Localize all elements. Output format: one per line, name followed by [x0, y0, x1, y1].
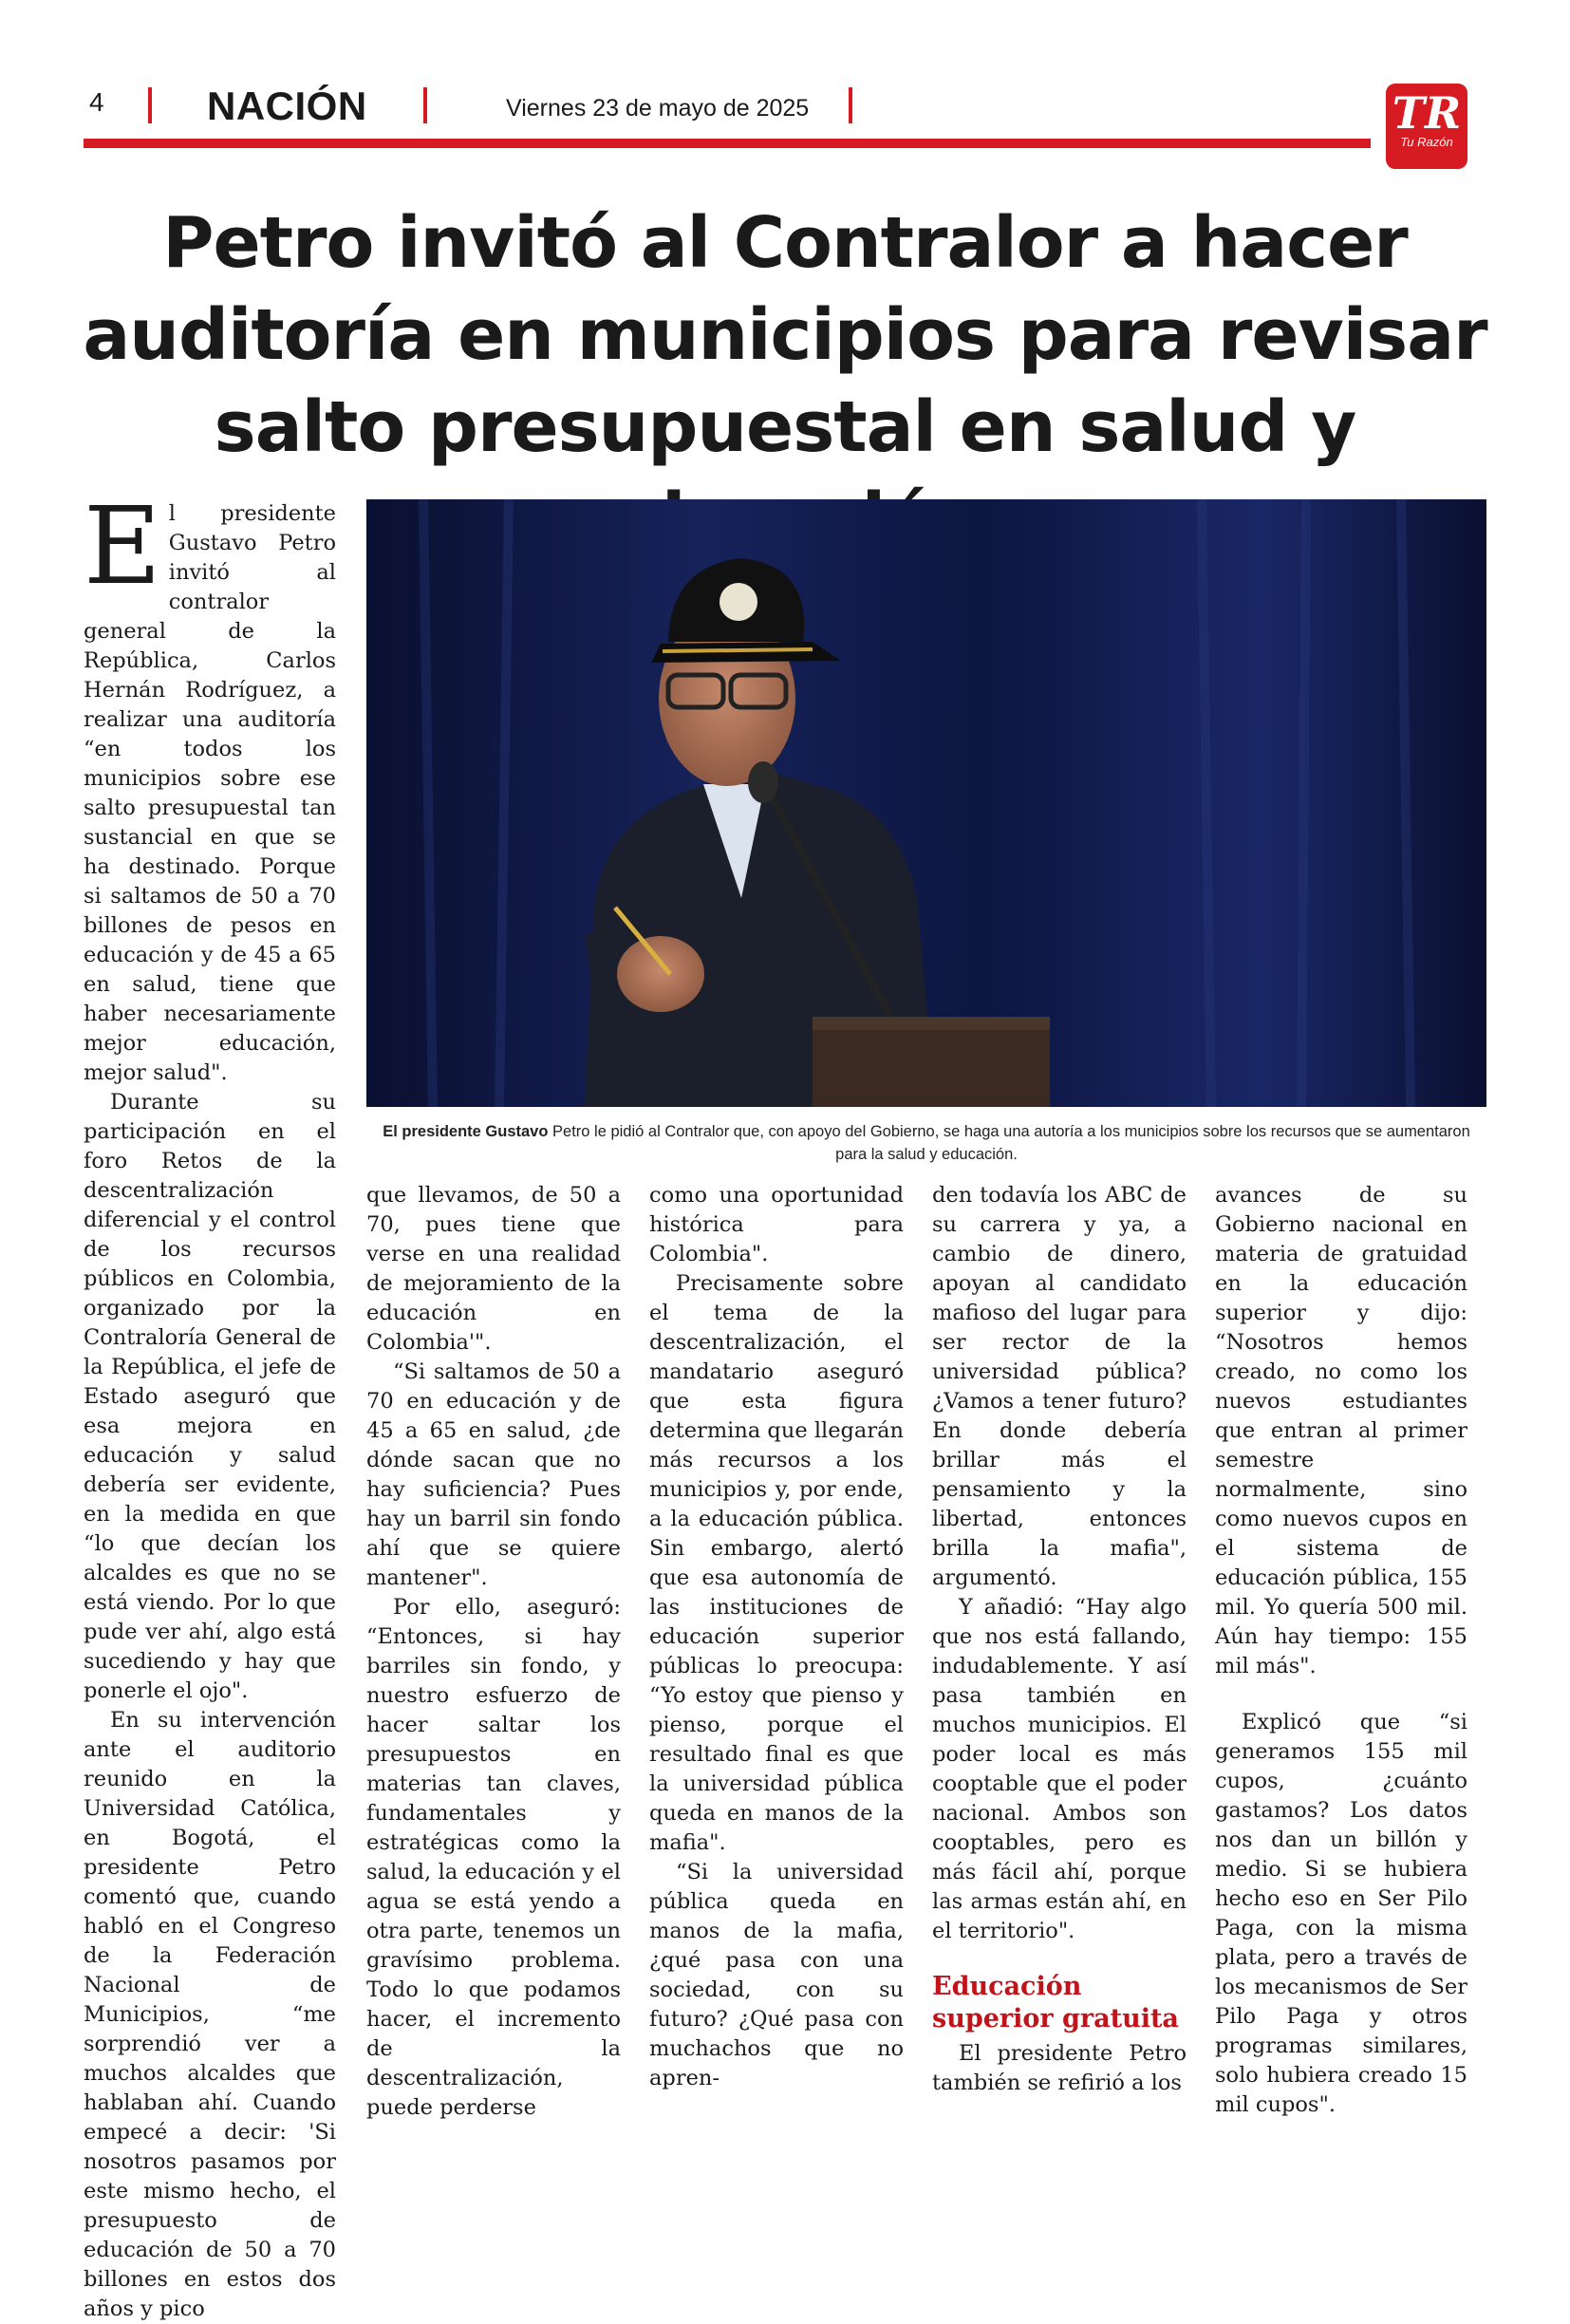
logo-mark: TR: [1392, 87, 1462, 139]
page-header: [84, 80, 1431, 139]
drop-cap: E: [84, 485, 161, 609]
paragraph: avances de su Gobierno nacional en materia de gratuidad en la educación superior y dijo: “Nosotros hemos creado, no como los nuevos estudiantes que entran al primer semestre normalmente, sino como nuevos cupos en el sistema de educación pública, 155 mil. Yo quería 500 mil. Aún hay tiempo: 155 mil más".: [1215, 1183, 1467, 1678]
paragraph: El presidente Petro también se refirió a los: [932, 2041, 1187, 2095]
tu-razon-logo: [1386, 84, 1467, 169]
paragraph: Durante su participación en el foro Retos de la descentralización diferencial y el control de los recursos públicos en Colombia, organizado por la Contraloría General de la República, el jefe de Estado aseguró que esa mejora en educación y salud debería ser evidente, en la medida en que “lo que decían los alcaldes es que no se está viendo. Por lo que pude ver ahí, algo está sucediendo y hay que ponerle el ojo".: [84, 1090, 336, 1703]
article-column-2: [366, 1181, 621, 2123]
article-column-3: [649, 1181, 904, 2093]
caption-text: Petro le pidió al Contralor que, con apoyo del Gobierno, se haga una autoría a los municipios sobre los recursos que se aumentaron para la salud y educación.: [548, 1123, 1470, 1163]
article-column-1: [84, 485, 336, 2324]
issue-date: Viernes 23 de mayo de 2025: [506, 95, 810, 122]
paragraph: que llevamos, de 50 a 70, pues tiene que verse en una realidad de mejoramiento de la educación en Colombia'".: [366, 1183, 621, 1355]
subheading: Educación superior gratuita: [932, 1972, 1179, 2034]
caption-lead: El presidente Gustavo: [383, 1123, 549, 1140]
page-number: 4: [89, 87, 104, 117]
photo-illustration: [366, 499, 1486, 1107]
article-column-4: [932, 1181, 1187, 2098]
paragraph: “Si saltamos de 50 a 70 en educación y de 45 a 65 en salud, ¿de dónde sacan que no hay suficiencia? Pues hay un barril sin fondo ahí que se quiere mantener".: [366, 1359, 621, 1590]
paragraph: Precisamente sobre el tema de la descentralización, el mandatario aseguró que esta figura determina que llegarán más recursos a los municipios y, por ende, a la educación pública. Sin embargo, alertó que esa autonomía de las instituciones de educación superior públicas lo preocupa: “Yo estoy que pienso y pienso, porque el resultado final es que la universidad pública queda en manos de la mafia".: [649, 1271, 904, 1855]
paragraph-text: l presidente Gustavo Petro invitó al contralor general de la República, Carlos Hernán Rodríguez, a realizar una auditoría “en todos los municipios sobre ese salto presupuestal tan sustancial en que se ha destinado. Porque si saltamos de 50 a 70 billones de pesos en educación y de 45 a 65 en salud, tiene que haber necesariamente mejor educación, mejor salud".: [84, 501, 336, 1085]
paragraph: Explicó que “si generamos 155 mil cupos, ¿cuánto gastamos? Los datos nos dan un billón y medio. Si se hubiera hecho eso en Ser Pilo Paga, con la misma plata, pero a través de los mecanismos de Ser Pilo Paga y otros programas similares, solo hubiera creado 15 mil cupos".: [1215, 1710, 1467, 2117]
photo-caption: [366, 1120, 1486, 1166]
section-name: NACIÓN: [207, 84, 367, 128]
article-column-5: [1215, 1181, 1467, 2120]
paragraph: como una oportunidad histórica para Colombia".: [649, 1183, 904, 1266]
header-separator: [148, 87, 152, 123]
paragraph: “Si la universidad pública queda en manos de la mafia, ¿qué pasa con una sociedad, con su futuro? ¿Qué pasa con muchachos que no apren-: [649, 1860, 904, 2090]
article-photo: [366, 499, 1486, 1107]
paragraph: Y añadió: “Hay algo que nos está fallando, indudablemente. Y así pasa también en muchos municipios. El poder local es más cooptable que el poder nacional. Ambos son cooptables, pero es más fácil ahí, porque las armas están ahí, en el territorio".: [932, 1595, 1187, 1943]
header-separator: [423, 87, 427, 123]
paragraph: den todavía los ABC de su carrera y ya, a cambio de dinero, apoyan al candidato mafioso del lugar para ser rector de la universidad pública? ¿Vamos a tener futuro? En donde debería brillar más el pensamiento y la libertad, entonces brilla la mafia", argumentó.: [932, 1183, 1187, 1590]
header-separator: [849, 87, 852, 123]
paragraph: [84, 485, 336, 1088]
paragraph: Por ello, aseguró: “Entonces, si hay barriles sin fondo, y nuestro esfuerzo de hacer saltar los presupuestos en materias tan claves, fundamentales y estratégicas como la salud, la educación y el agua se está yendo a otra parte, tenemos un gravísimo problema. Todo lo que podamos hacer, el incremento de la descentralización, puede perderse: [366, 1595, 621, 2120]
article-headline: Petro invitó al Contralor a hacer auditoría en municipios para revisar salto presupuestal en salud y: [83, 202, 1487, 468]
logo-tagline: Tu Razón: [1400, 135, 1453, 149]
paragraph: En su intervención ante el auditorio reunido en la Universidad Católica, en Bogotá, el presidente Petro comentó que, cuando habló en el Congreso de la Federación Nacional de Municipios, “me sorprendió ver a muchos alcaldes que hablaban ahí. Cuando empecé a decir: 'Si nosotros pasamos por este mismo hecho, el presupuesto de educación de 50 a 70 billones en estos dos años y pico: [84, 1708, 336, 2321]
header-rule: [84, 139, 1371, 148]
